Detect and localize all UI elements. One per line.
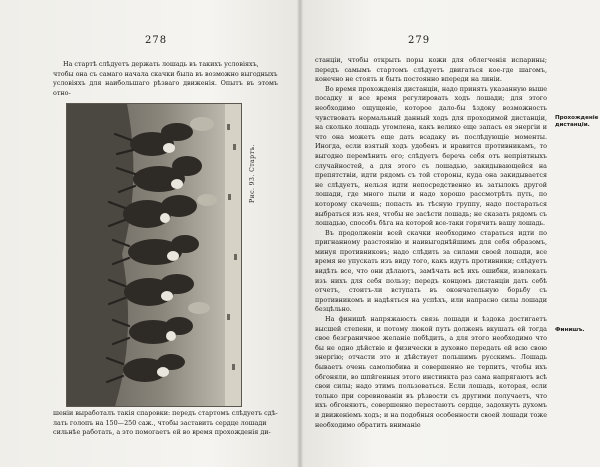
text-line: условіяхъ для наибольшаго рѣзваго движенія. Опытъ въ этомъ отно- <box>53 79 278 97</box>
page-number-right: 279 <box>408 35 431 46</box>
paragraph: На финишѣ напряжаюсть связь лошади и ѣздока достигаетъ высшей степени, и потому люкой путь долженъ вкушать ей тогда свое безграничное желаніе побѣдить, а для этого необходимо что бы не одно дѣйствіе и физически в духовно передать ей всю свою энергію; отчасти это и дѣйствует польшимъ русскимъ. Лошадь бываетъ очень самолюбива и совершенно не терпитъ, чтобы ихъ обгоняли, во шпйгенныя этого инстинкта раз сама напрягаютъ всѣ свои силы; надо этимъ пользоваться. Если лошадь, которая, если только при соревнованіи въ рѣзвости съ другими получаетъ, что ихъ обгоняютъ, совершенно перестаютъ сердце, задохнуть духомъ и движеніемъ ходъ; и на подобныя особенности своей лошади тоже необходимо обратить вниманіе <box>315 315 547 429</box>
page-number-left: 278 <box>145 35 168 46</box>
paragraph: Во время прохожденія дистанціи, надо принять указанную выше посадку и все время регулировать ходъ лошади; для этого необходимо ощущеніе, которое дало-бы ѣздоку возможность чувствовать нормальный данный ходъ для проходимой дистанціи, на сколько лошадь утомлена, какъ велико еще запасъ ея энергіи и что она можетъ еще дать всадаку въ послѣдующіе моменты. Иногда, если взятый ходъ удобенъ и нравится противникамъ, то выгодно перемѣнить его; слѣдуетъ беречь себя отъ непріятныхъ случайностей, а для этого съ лошадью, закидывающейся на препятствіи, идти рядомъ съ той стороны, куда она закидывается не слѣдуетъ, нельзя идти непосредственно въ затылокъ другой лошади, где много пыли и надо хорошо рассмотрѣть путь, по которому скачешь; попасть въ тѣсную группу, надо постараться выбраться изъ нея, чтобы не засѣсти лошадь; не сказать рядомъ съ лошадью, способъ бѣга на которой все-таки горячить вашу лошадь. <box>315 84 547 228</box>
paragraph: станціи, чтобы открыть поры кожи для облегченія испарины; передъ самымъ стартомъ слѣдуетъ двигаться кое-где шагомъ, конечно не стоять и быть постоянно впереди на линіи. <box>315 56 547 84</box>
paragraph: Въ продолженіи всей скачки необходимо стараться идти по пригнанному разстоянію и наивыгоднѣйшимъ для себя образомъ, минуя противниковъ; надо слѣдить за силами своей лошади, все время не упускать изъ виду того, какъ идутъ противники; слѣдуетъ видѣть все, что они дѣлаютъ, замѣчать всѣ ихъ ошибки, извлекать изъ нихъ для себя пользу; передъ концомъ дистанціи дать себѣ отчетъ, стоитъ-ли вступать въ окончательную борьбу съ противникомъ и надѣяться на успѣхъ, или напрасно силы лошади безцѣльно. <box>315 228 547 314</box>
margin-note-distance: Прохожденіе дистанціи. <box>555 115 599 128</box>
book-gutter <box>297 0 303 467</box>
text-line: шеніи выработалъ такія спаровки: передъ стартомъ слѣдуетъ сдѣ- <box>53 409 278 417</box>
text-line: сильнѣе работать, а это помогаетъ ей во время прохожденія ди- <box>53 428 271 437</box>
left-bottom-text <box>53 409 278 438</box>
text-line: лать голопъ на 150—250 саж., чтобы заставить сердце лошади <box>53 418 267 427</box>
text-line: На стартѣ слѣдуетъ держать лошадь въ такихъ условіяхъ, <box>63 60 259 68</box>
text-line: чтобы она съ самаго начала скачки была въ возможно выгодныхъ <box>53 69 278 78</box>
race-start-photo <box>66 103 242 407</box>
margin-note-finish: Финишъ. <box>555 327 585 333</box>
right-page <box>300 0 600 467</box>
right-body-text <box>315 56 547 430</box>
left-top-text <box>53 60 278 98</box>
figure-caption: Рис. 93. Стартъ. <box>249 143 256 203</box>
